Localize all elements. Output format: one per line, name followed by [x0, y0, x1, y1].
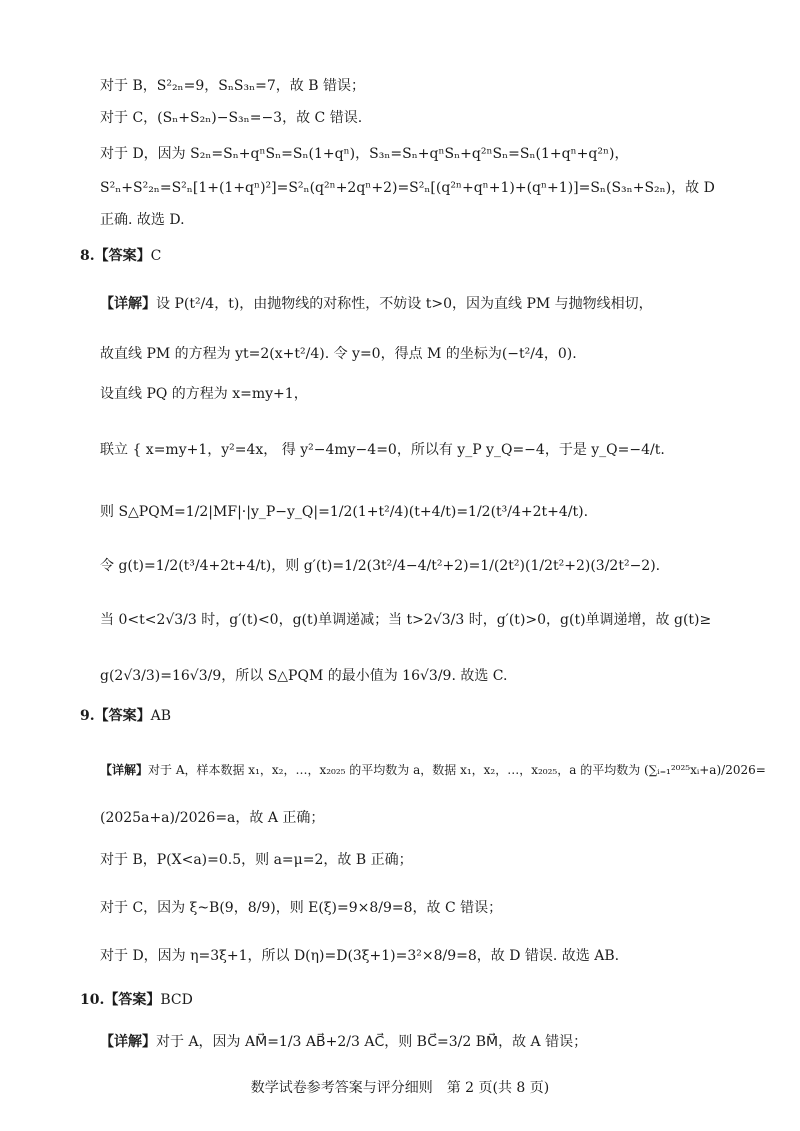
text-line: (2025a+a)/2026=a，故 A 正确； [100, 810, 325, 826]
question-9-heading [80, 706, 740, 726]
detail-label: 【详解】 [100, 763, 149, 777]
answer-label: 【答案】 [94, 708, 151, 724]
question-number: 10. [80, 992, 105, 1008]
text-line: 对于 B，S²₂ₙ=9，SₙS₃ₙ=7，故 B 错误； [100, 78, 365, 94]
text-line: 当 0<t<2√3/3 时，g′(t)<0，g(t)单调递减；当 t>2√3/3 时，g′(t)>0，g(t)单调递增，故 g(t)≥ [100, 612, 712, 628]
detail-label: 【详解】 [100, 1034, 156, 1050]
text-line: 联立 { x=my+1，y²=4x， 得 y²−4my−4=0，所以有 y_P y_Q=−4，于是 y_Q=−4/t. [100, 442, 665, 458]
text-line [100, 1032, 740, 1052]
question-8-heading [80, 246, 740, 266]
answer-value: C [150, 248, 162, 264]
detail-text: 对于 A，样本数据 x₁，x₂，…，x₂₀₂₅ 的平均数为 a，数据 x₁，x₂，…，x₂₀₂₅，a 的平均数为 (∑ᵢ₌₁²⁰²⁵xᵢ+a)/2026= [148, 763, 766, 777]
text-line: 设直线 PQ 的方程为 x=my+1， [100, 386, 308, 402]
text-line [100, 760, 766, 780]
answer-label: 【答案】 [104, 992, 161, 1008]
detail-text: 设 P(t²/4，t)，由抛物线的对称性，不妨设 t>0，因为直线 PM 与抛物线相切， [156, 296, 653, 312]
text-line: 则 S△PQM=1/2|MF|·|y_P−y_Q|=1/2(1+t²/4)(t+4/t)=1/2(t³/4+2t+4/t). [100, 504, 589, 520]
question-number: 9. [80, 708, 95, 724]
question-number: 8. [80, 248, 95, 264]
detail-label: 【详解】 [100, 296, 156, 312]
text-line: g(2√3/3)=16√3/9，所以 S△PQM 的最小值为 16√3/9. 故选 C. [100, 668, 508, 684]
text-line: S²ₙ+S²₂ₙ=S²ₙ[1+(1+qⁿ)²]=S²ₙ(q²ⁿ+2qⁿ+2)=S²ₙ[(q²ⁿ+qⁿ+1)+(qⁿ+1)]=Sₙ(S₃ₙ+S₂ₙ)，故 D [100, 180, 715, 196]
question-10-heading [80, 990, 740, 1010]
answer-label: 【答案】 [94, 248, 151, 264]
detail-text: 对于 A，因为 AM⃗=1/3 AB⃗+2/3 AC⃗，则 BC⃗=3/2 BM⃗，故 A 错误； [156, 1034, 588, 1050]
answer-value: BCD [160, 992, 193, 1008]
answer-value: AB [150, 708, 172, 724]
text-line: 对于 C，(Sₙ+S₂ₙ)−S₃ₙ=−3，故 C 错误. [100, 110, 363, 126]
text-line: 故直线 PM 的方程为 yt=2(x+t²/4). 令 y=0，得点 M 的坐标为(−t²/4，0). [100, 346, 577, 362]
page-footer: 数学试卷参考答案与评分细则 第 2 页(共 8 页) [250, 1080, 550, 1096]
text-line: 对于 B，P(X<a)=0.5，则 a=μ=2，故 B 正确； [100, 852, 413, 868]
text-line: 对于 C，因为 ξ~B(9，8/9)，则 E(ξ)=9×8/9=8，故 C 错误； [100, 900, 503, 916]
text-line: 对于 D，因为 η=3ξ+1，所以 D(η)=D(3ξ+1)=3²×8/9=8，故 D 错误. 故选 AB. [100, 948, 620, 964]
text-line: 令 g(t)=1/2(t³/4+2t+4/t)，则 g′(t)=1/2(3t²/4−4/t²+2)=1/(2t²)(1/2t²+2)(3/2t²−2). [100, 558, 661, 574]
text-line: 对于 D，因为 S₂ₙ=Sₙ+qⁿSₙ=Sₙ(1+qⁿ)，S₃ₙ=Sₙ+qⁿSₙ+q²ⁿSₙ=Sₙ(1+qⁿ+q²ⁿ)， [100, 146, 629, 162]
text-line [100, 294, 740, 314]
text-line: 正确. 故选 D. [100, 212, 185, 228]
